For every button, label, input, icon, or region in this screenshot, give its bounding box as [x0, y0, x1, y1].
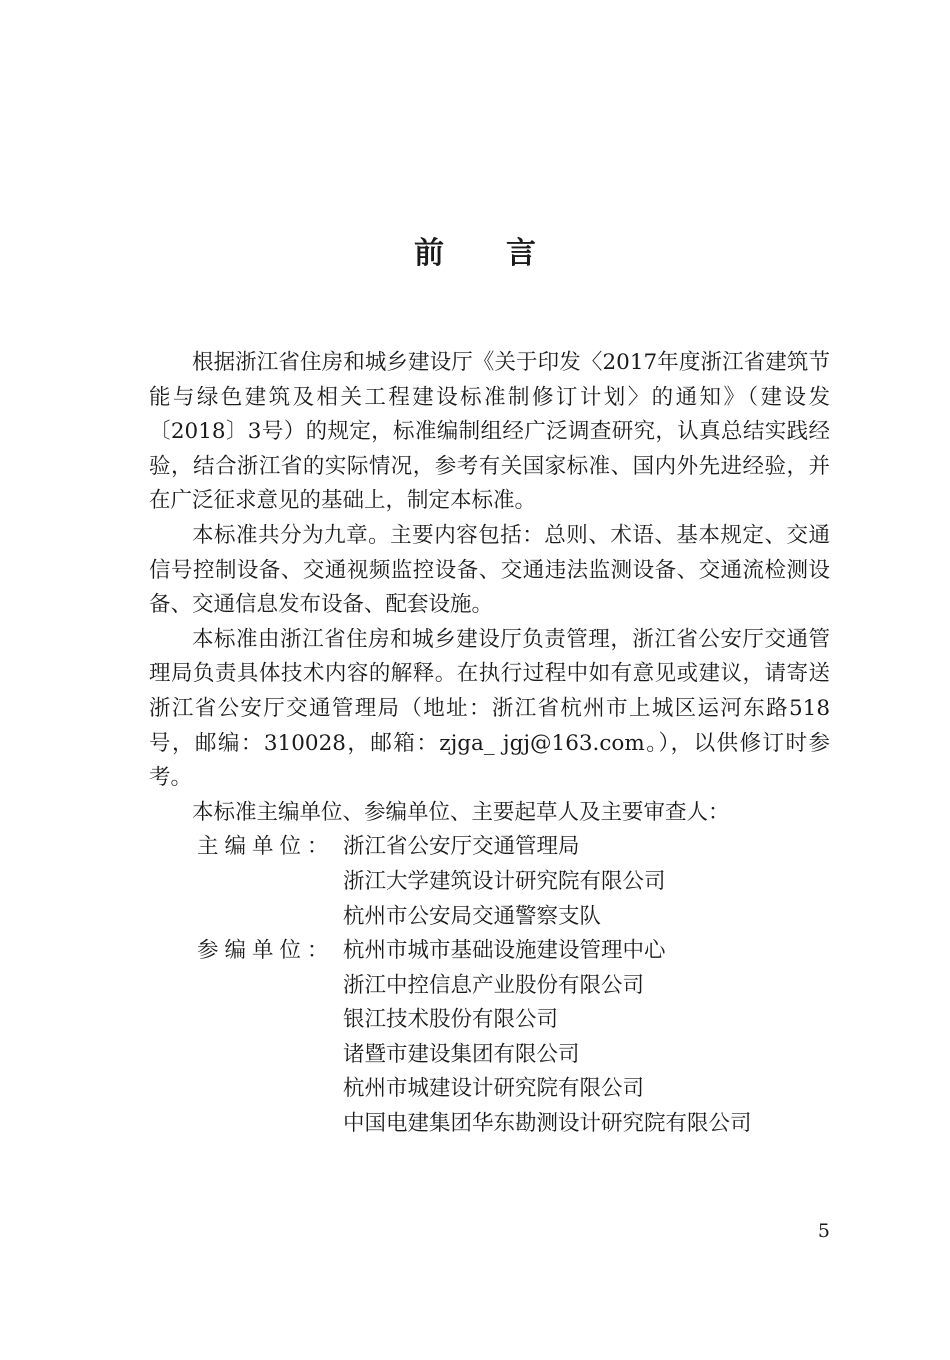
participating-units-label: 参编单位： — [197, 938, 335, 964]
unit-row — [149, 1072, 830, 1107]
unit-name: 杭州市城市基础设施建设管理中心 — [343, 938, 666, 964]
unit-label-spacer — [149, 969, 343, 1004]
participating-units-list — [149, 934, 830, 1142]
unit-row — [149, 934, 830, 969]
preface-body — [149, 346, 830, 1142]
unit-name: 中国电建集团华东勘测设计研究院有限公司 — [343, 1111, 752, 1137]
unit-label-spacer — [149, 865, 343, 900]
unit-name: 浙江大学建筑设计研究院有限公司 — [343, 868, 666, 894]
unit-label-spacer — [149, 1107, 343, 1142]
unit-label-spacer — [149, 900, 343, 935]
unit-row — [149, 1003, 830, 1038]
chief-units-list — [149, 830, 830, 934]
unit-row — [149, 830, 830, 865]
paragraph-basis: 根据浙江省住房和城乡建设厅《关于印发〈2017年度浙江省建筑节能与绿色建筑及相关工程建设标准制修订计划〉的通知》（建设发〔2018〕3号）的规定，标准编制组经广泛调查研究，认真总结实践经验，结合浙江省的实际情况，参考有关国家标准、国内外先进经验，并在广泛征求意见的基础上，制定本标准。 — [149, 350, 830, 514]
unit-label-spacer — [149, 1003, 343, 1038]
unit-row — [149, 969, 830, 1004]
chief-units-label: 主编单位： — [197, 834, 335, 860]
unit-name: 银江技术股份有限公司 — [343, 1007, 559, 1033]
paragraph-management: 本标准由浙江省住房和城乡建设厅负责管理，浙江省公安厅交通管理局负责具体技术内容的解释。在执行过程中如有意见或建议，请寄送浙江省公安厅交通管理局（地址：浙江省杭州市上城区运河东路518号，邮编：310028，邮箱：zjga_ jgj@163.com。），以供修订时参考。 — [149, 626, 830, 791]
unit-row — [149, 1107, 830, 1142]
unit-name: 浙江中控信息产业股份有限公司 — [343, 972, 645, 998]
unit-label-spacer — [149, 1038, 343, 1073]
page-title: 前言 — [414, 236, 598, 271]
unit-row — [149, 865, 830, 900]
paragraph-contents: 本标准共分为九章。主要内容包括：总则、术语、基本规定、交通信号控制设备、交通视频监控设备、交通违法监测设备、交通流检测设备、交通信息发布设备、配套设施。 — [149, 522, 830, 618]
unit-name: 诸暨市建设集团有限公司 — [343, 1041, 580, 1067]
unit-label-spacer — [149, 1072, 343, 1107]
page-number: 5 — [817, 1220, 830, 1242]
unit-row — [149, 900, 830, 935]
paragraph-units-intro: 本标准主编单位、参编单位、主要起草人及主要审查人： — [192, 799, 730, 825]
unit-name: 杭州市公安局交通警察支队 — [343, 903, 602, 929]
unit-row — [149, 1038, 830, 1073]
unit-name: 杭州市城建设计研究院有限公司 — [343, 1076, 645, 1102]
unit-name: 浙江省公安厅交通管理局 — [343, 834, 580, 860]
